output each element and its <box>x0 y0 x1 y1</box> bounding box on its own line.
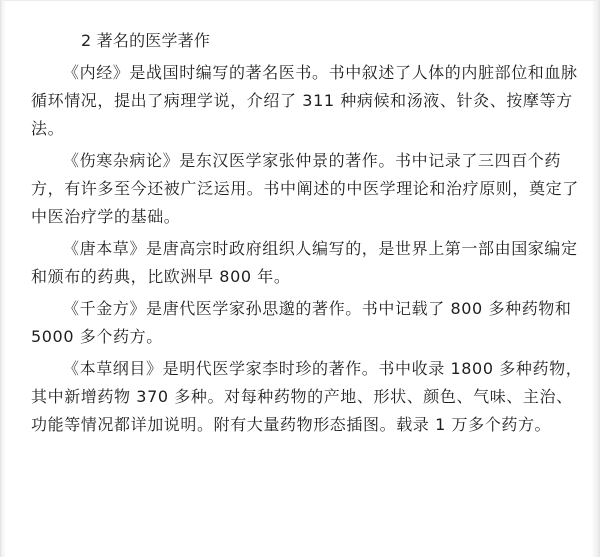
paragraph-shanghan: 《伤寒杂病论》是东汉医学家张仲景的著作。书中记录了三四百个药方，有许多至今还被广泛运用。书中阐述的中医学理论和治疗原则，奠定了中医治疗学的基础。 <box>31 151 579 226</box>
paragraph-neijing: 《内经》是战国时编写的著名医书。书中叙述了人体的内脏部位和血脉循环情况，提出了病理学说，介绍了 311 种病候和汤液、针灸、按摩等方法。 <box>31 63 578 138</box>
section-heading: 2 著名的医学著作 <box>81 31 211 50</box>
page-edge-shadow-right <box>591 1 599 557</box>
paragraph-bencaogangmu: 《本草纲目》是明代医学家李时珍的著作。书中收录 1800 多种药物，其中新增药物 370 多种。对每种药物的产地、形状、颜色、气味、主治、功能等情况都详加说明。附有大量药物形态插图。载录 1 万多个药方。 <box>31 359 583 434</box>
document-body <box>31 23 583 439</box>
page-edge-shadow-left <box>1 1 6 557</box>
paragraph-qianjinfang: 《千金方》是唐代医学家孙思邈的著作。书中记载了 800 多种药物和 5000 多个药方。 <box>31 299 572 346</box>
paragraph-tangbencao: 《唐本草》是唐高宗时政府组织人编写的，是世界上第一部由国家编定和颁布的药典，比欧洲早 800 年。 <box>31 239 578 286</box>
